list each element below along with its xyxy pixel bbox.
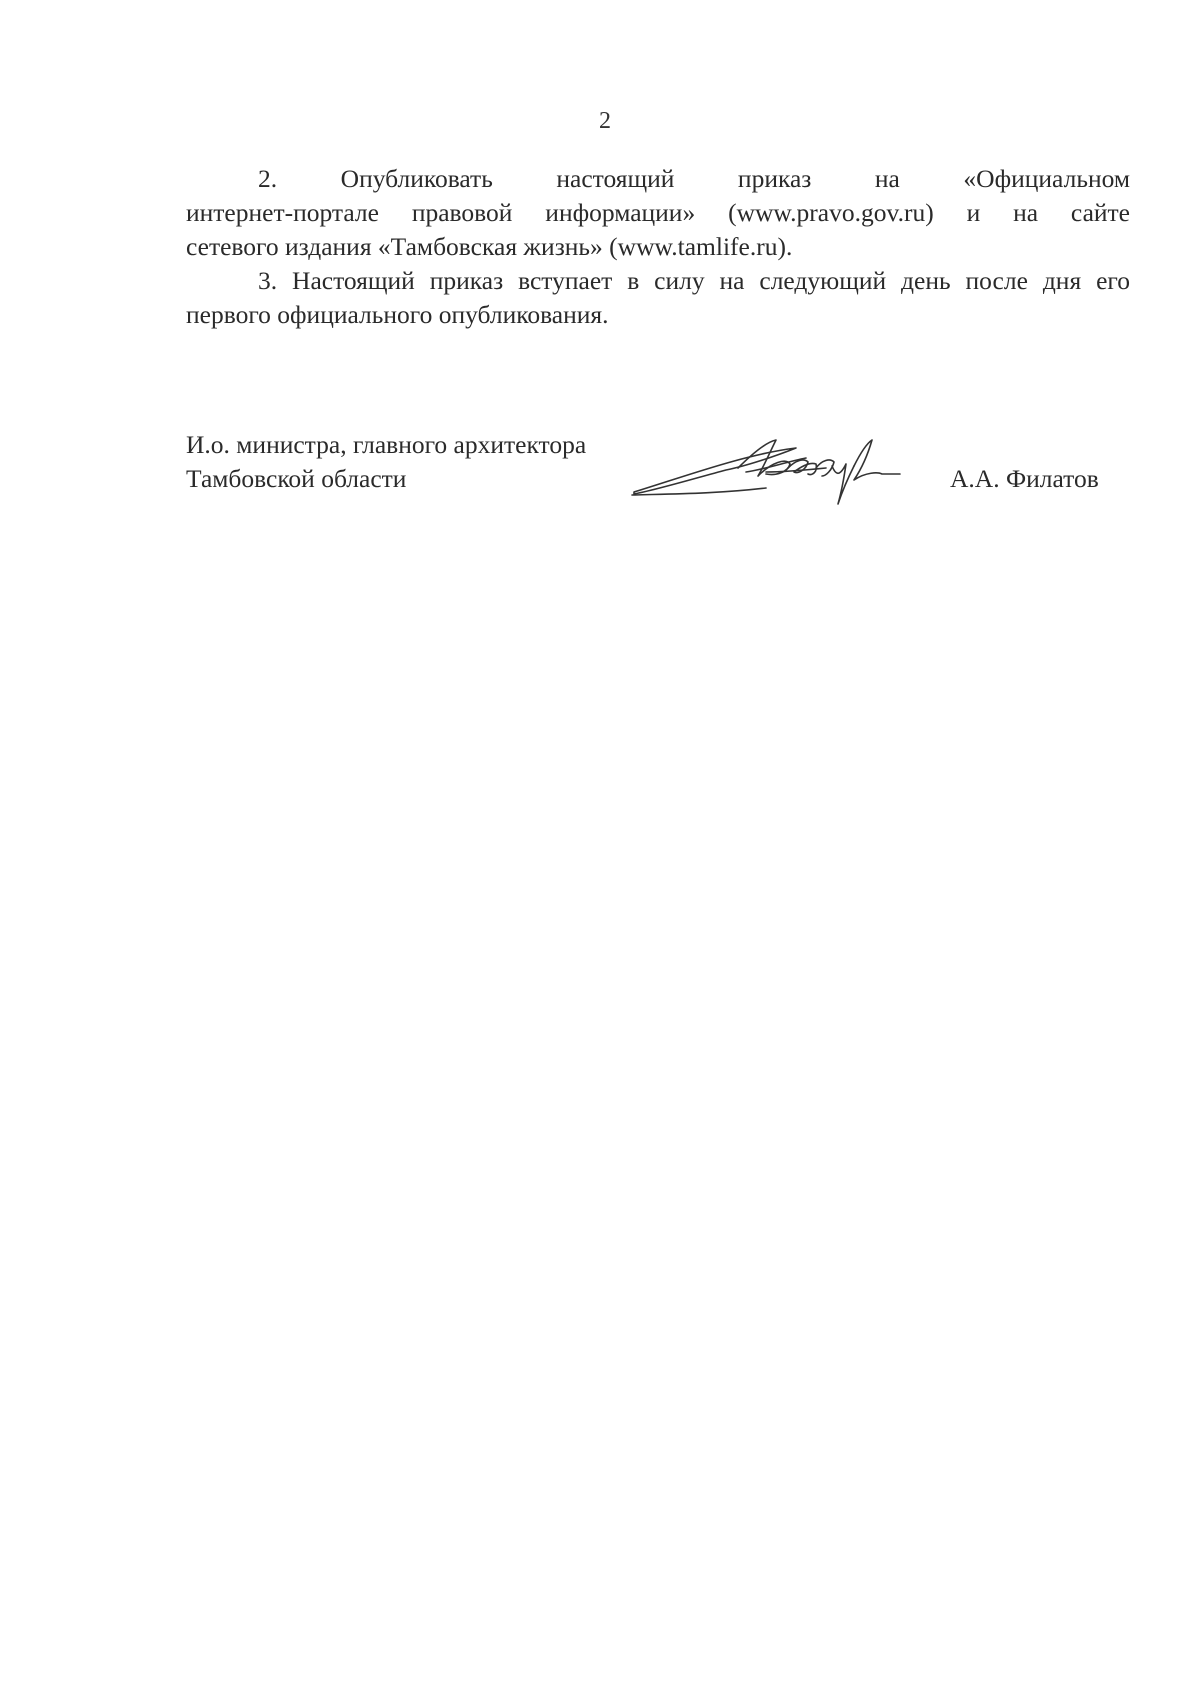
paragraph-3-line-1: 3. Настоящий приказ вступает в силу на следующий день после дня его [258,266,1130,295]
paragraph-3 [186,264,1130,298]
page-number: 2 [599,108,611,134]
document-body [186,162,1130,332]
paragraph-2-line-2: интернет-портале правовой информации» (www.pravo.gov.ru) и на сайте [186,198,1130,227]
signatory-title-line-1: И.о. министра, главного архитектора [186,430,587,459]
signatory-title-line-2: Тамбовской области [186,464,407,493]
paragraph-2-continued [186,196,1130,264]
signatory-title [186,428,586,496]
signature-block [186,428,1130,528]
handwritten-signature [626,432,936,532]
paragraph-3-line-2: первого официального опубликования. [186,300,609,329]
paragraph-2-line-1: 2. Опубликовать настоящий приказ на «Официальном [258,164,1130,193]
paragraph-2-line-3: сетевого издания «Тамбовская жизнь» (www.tamlife.ru). [186,232,793,261]
paragraph-3-continued [186,298,1130,332]
signatory-name: А.А. Филатов [950,464,1099,493]
paragraph-2 [186,162,1130,196]
